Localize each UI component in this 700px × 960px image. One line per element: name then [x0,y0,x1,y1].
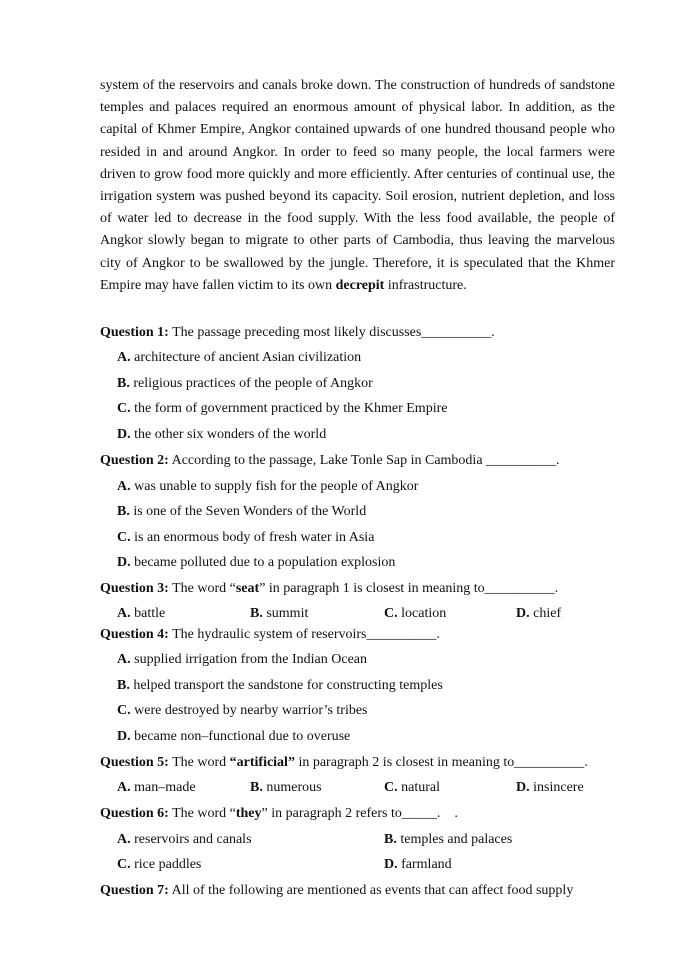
q2-option-d[interactable] [117,555,395,571]
q4-option-d[interactable] [117,729,350,745]
q1-option-d[interactable] [117,427,326,443]
option-letter: D. [117,729,131,744]
q6-option-d[interactable] [384,857,452,873]
q5-option-b[interactable] [250,780,322,796]
option-text: numerous [266,780,322,795]
option-letter: A. [117,832,131,847]
option-text: insincere [533,780,584,795]
option-letter: C. [384,606,398,621]
question-1 [100,325,495,341]
option-letter: C. [117,401,131,416]
option-text: reservoirs and canals [134,832,252,847]
option-text: rice paddles [134,857,202,872]
question-text: The word [172,755,230,770]
option-text: the other six wonders of the world [134,427,327,442]
option-letter: B. [117,678,130,693]
option-text: farmland [401,857,452,872]
option-text: natural [401,780,440,795]
question-7 [100,883,573,899]
q5-option-c[interactable] [384,780,440,796]
option-text: location [401,606,447,621]
question-label: Question 2: [100,453,169,468]
q5-option-a[interactable] [117,780,196,796]
option-text: became polluted due to a population explosion [134,555,396,570]
option-text: architecture of ancient Asian civilization [134,350,362,365]
q6-option-b[interactable] [384,832,512,848]
option-text: supplied irrigation from the Indian Ocean [134,652,367,667]
option-letter: D. [516,780,530,795]
option-letter: D. [117,427,131,442]
question-text: The word “ [172,581,236,596]
option-letter: A. [117,350,131,365]
q3-option-c[interactable] [384,606,446,622]
option-text: temples and palaces [400,832,513,847]
question-text: According to the passage, Lake Tonle Sap in Cambodia __________. [171,453,560,468]
option-letter: B. [384,832,397,847]
option-text: man–made [134,780,196,795]
question-text: The word “ [172,806,236,821]
q3-option-a[interactable] [117,606,165,622]
question-5 [100,755,588,771]
q3-option-d[interactable] [516,606,561,622]
question-label: Question 5: [100,755,169,770]
question-4 [100,627,440,643]
option-text: were destroyed by nearby warrior’s tribes [134,703,368,718]
option-text: became non–functional due to overuse [134,729,351,744]
option-letter: B. [250,606,263,621]
question-label: Question 1: [100,325,169,340]
question-text: The hydraulic system of reservoirs__________. [172,627,440,642]
question-3 [100,581,558,597]
question-keyword: seat [235,581,260,596]
option-letter: C. [384,780,398,795]
option-letter: C. [117,530,131,545]
option-text: helped transport the sandstone for constructing temples [133,678,443,693]
passage-bold-word: decrepit [335,277,385,293]
question-label: Question 3: [100,581,169,596]
question-label: Question 6: [100,806,169,821]
option-text: was unable to supply fish for the people of Angkor [134,479,419,494]
question-text-end: in paragraph 2 is closest in meaning to__________. [294,755,588,770]
q4-option-c[interactable] [117,703,368,719]
option-letter: D. [516,606,530,621]
q4-option-a[interactable] [117,652,367,668]
q5-option-d[interactable] [516,780,584,796]
option-letter: A. [117,606,131,621]
option-text: the form of government practiced by the Khmer Empire [134,401,448,416]
question-keyword: “artificial” [229,755,295,770]
q3-option-b[interactable] [250,606,308,622]
question-6 [100,806,458,822]
option-text: is an enormous body of fresh water in Asia [134,530,375,545]
option-letter: D. [384,857,398,872]
option-text: chief [533,606,562,621]
passage-text: system of the reservoirs and canals broke down. The construction of hundreds of sandstone temples and palaces required an enormous amount of physical labor. In addition, as the capital of Khmer Empire, Angkor contained upwards of one hundred thousand people who resided in and around Angkor. In order to feed so many people, the local farmers were driven to grow food more quickly and more efficiently. After centuries of continual use, the irrigation system was pushed beyond its capacity. Soil erosion, nutrient depletion, and loss of water led to decrease in the food supply. With the less food available, the people of Angkor slowly began to migrate to other parts of Cambodia, thus leaving the marvelous city of Angkor to be swallowed by the jungle. Therefore, it is speculated that the Khmer Empire may have fallen victim to its own [100,78,615,293]
option-text: summit [266,606,309,621]
q1-option-a[interactable] [117,350,361,366]
q2-option-b[interactable] [117,504,366,520]
option-text: battle [134,606,166,621]
option-letter: B. [250,780,263,795]
question-text-end: ” in paragraph 2 refers to_____. . [261,806,458,821]
question-2 [100,453,560,469]
q2-option-a[interactable] [117,479,418,495]
q1-option-c[interactable] [117,401,447,417]
question-text-end: ” in paragraph 1 is closest in meaning to__________. [259,581,559,596]
question-text: The passage preceding most likely discusses__________. [172,325,495,340]
option-letter: B. [117,376,130,391]
q6-option-c[interactable] [117,857,201,873]
option-letter: A. [117,780,131,795]
option-letter: B. [117,504,130,519]
option-letter: A. [117,652,131,667]
option-text: religious practices of the people of Angkor [133,376,373,391]
question-label: Question 7: [100,883,169,898]
option-text: is one of the Seven Wonders of the World [133,504,367,519]
reading-passage [100,75,615,297]
question-text: All of the following are mentioned as events that can affect food supply [171,883,574,898]
option-letter: D. [117,555,131,570]
option-letter: C. [117,857,131,872]
option-letter: C. [117,703,131,718]
q1-option-b[interactable] [117,376,373,392]
q4-option-b[interactable] [117,678,443,694]
option-letter: A. [117,479,131,494]
question-label: Question 4: [100,627,169,642]
question-keyword: they [235,806,262,821]
q6-option-a[interactable] [117,832,252,848]
q2-option-c[interactable] [117,530,374,546]
passage-text-end: infrastructure. [387,277,467,293]
